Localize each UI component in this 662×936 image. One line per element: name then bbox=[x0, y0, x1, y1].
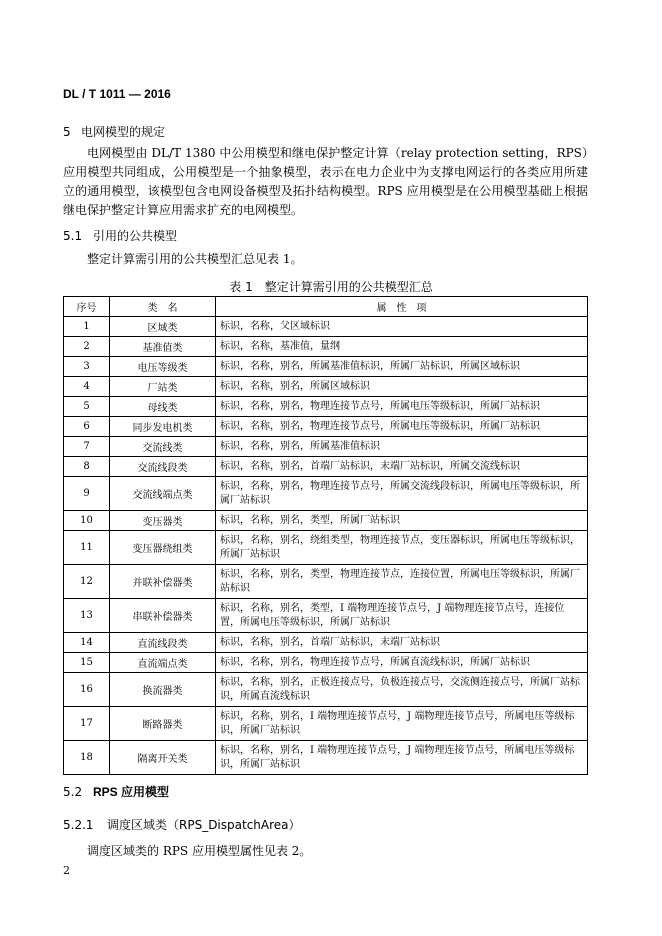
section-5-paragraph: 电网模型由 DL/T 1380 中公用模型和继电保护整定计算（relay protection setting，RPS）应用模型共同组成，公用模型是一个抽象模型，表示在电力企业中为支撑电网运行的各类应用所建立的通用模型，该模型包含电网设备模型及拓扑结构模型。RPS 应用模型是在公用模型基础上根据继电保护整定计算应用需求扩充的电网模型。 bbox=[63, 146, 588, 217]
table-row bbox=[64, 707, 588, 741]
cell-attributes: 标识，名称，别名，所属基准值标识，所属厂站标识，所属区域标识 bbox=[216, 357, 588, 377]
cell-index: 10 bbox=[64, 511, 110, 531]
cell-class-name: 同步发电机类 bbox=[110, 417, 216, 437]
cell-class-name: 厂站类 bbox=[110, 377, 216, 397]
section-5-2-heading bbox=[63, 783, 169, 800]
cell-class-name: 交流线端点类 bbox=[110, 477, 216, 511]
cell-attributes: 标识，名称，别名，I 端物理连接节点号，J 端物理连接节点号，所属电压等级标识，所属厂站标识 bbox=[216, 707, 588, 741]
cell-attributes: 标识，名称，别名，物理连接节点号，所属电压等级标识，所属厂站标识 bbox=[216, 397, 588, 417]
table-row bbox=[64, 565, 588, 599]
section-5-2-1-heading bbox=[63, 816, 301, 833]
table-row bbox=[64, 633, 588, 653]
cell-class-name: 变压器类 bbox=[110, 511, 216, 531]
cell-class-name: 串联补偿器类 bbox=[110, 599, 216, 633]
cell-attributes: 标识，名称，别名，I 端物理连接节点号，J 端物理连接节点号，所属电压等级标识，所属厂站标识 bbox=[216, 741, 588, 775]
table-row bbox=[64, 377, 588, 397]
cell-class-name: 变压器绕组类 bbox=[110, 531, 216, 565]
cell-class-name: 交流线段类 bbox=[110, 457, 216, 477]
cell-attributes: 标识，名称，别名，所属基准值标识 bbox=[216, 437, 588, 457]
cell-attributes: 标识，名称，别名，首端厂站标识，末端厂站标识，所属交流线标识 bbox=[216, 457, 588, 477]
section-number: 5.1 bbox=[63, 229, 83, 243]
cell-attributes: 标识，名称，别名，正极连接点号，负极连接点号，交流侧连接点号，所属厂站标识，所属直流线标识 bbox=[216, 673, 588, 707]
cell-class-name: 交流线类 bbox=[110, 437, 216, 457]
table-row bbox=[64, 477, 588, 511]
section-5-2-1-paragraph: 调度区域类的 RPS 应用模型属性见表 2。 bbox=[87, 844, 312, 858]
cell-index: 15 bbox=[64, 653, 110, 673]
table-header-row bbox=[64, 297, 588, 317]
cell-index: 17 bbox=[64, 707, 110, 741]
cell-index: 14 bbox=[64, 633, 110, 653]
cell-index: 12 bbox=[64, 565, 110, 599]
cell-index: 18 bbox=[64, 741, 110, 775]
document-header: DL / T 1011 — 2016 bbox=[63, 87, 171, 101]
table-row bbox=[64, 599, 588, 633]
cell-attributes: 标识，名称，别名，类型，所属厂站标识 bbox=[216, 511, 588, 531]
page-number: 2 bbox=[63, 864, 70, 877]
cell-class-name: 并联补偿器类 bbox=[110, 565, 216, 599]
cell-class-name: 隔离开关类 bbox=[110, 741, 216, 775]
section-number: 5.2.1 bbox=[63, 818, 94, 832]
cell-attributes: 标识，名称，别名，物理连接节点号，所属直流线标识，所属厂站标识 bbox=[216, 653, 588, 673]
cell-attributes: 标识，名称，父区域标识 bbox=[216, 317, 588, 337]
section-5-1-heading bbox=[63, 227, 177, 244]
table-row bbox=[64, 741, 588, 775]
section-5-1-paragraph: 整定计算需引用的公共模型汇总见表 1。 bbox=[87, 252, 303, 266]
cell-index: 1 bbox=[64, 317, 110, 337]
table-row bbox=[64, 357, 588, 377]
table-row bbox=[64, 673, 588, 707]
cell-index: 13 bbox=[64, 599, 110, 633]
cell-class-name: 母线类 bbox=[110, 397, 216, 417]
cell-attributes: 标识，名称，别名，物理连接节点号，所属交流线段标识，所属电压等级标识，所属厂站标识 bbox=[216, 477, 588, 511]
cell-attributes: 标识，名称，别名，物理连接节点号，所属电压等级标识，所属厂站标识 bbox=[216, 417, 588, 437]
cell-class-name: 直流线段类 bbox=[110, 633, 216, 653]
cell-attributes: 标识，名称，别名，绕组类型，物理连接节点，变压器标识，所属电压等级标识，所属厂站标识 bbox=[216, 531, 588, 565]
table-row bbox=[64, 653, 588, 673]
cell-class-name: 电压等级类 bbox=[110, 357, 216, 377]
header-class-name: 类 名 bbox=[110, 297, 216, 317]
section-number: 5.2 bbox=[63, 785, 83, 799]
header-index: 序号 bbox=[64, 297, 110, 317]
section-title: RPS 应用模型 bbox=[93, 785, 170, 799]
table-row bbox=[64, 511, 588, 531]
section-title: 电网模型的规定 bbox=[81, 125, 166, 139]
cell-attributes: 标识，名称，别名，类型，物理连接节点，连接位置，所属电压等级标识，所属厂站标识 bbox=[216, 565, 588, 599]
table-row bbox=[64, 417, 588, 437]
table-row bbox=[64, 337, 588, 357]
cell-class-name: 区域类 bbox=[110, 317, 216, 337]
table-row bbox=[64, 437, 588, 457]
cell-index: 11 bbox=[64, 531, 110, 565]
table-1 bbox=[63, 296, 588, 775]
cell-index: 7 bbox=[64, 437, 110, 457]
cell-index: 3 bbox=[64, 357, 110, 377]
section-5-heading bbox=[63, 123, 165, 140]
header-attributes: 属 性 项 bbox=[216, 297, 588, 317]
cell-attributes: 标识，名称，基准值，量纲 bbox=[216, 337, 588, 357]
table-row bbox=[64, 317, 588, 337]
table-row bbox=[64, 397, 588, 417]
cell-class-name: 基准值类 bbox=[110, 337, 216, 357]
cell-class-name: 直流端点类 bbox=[110, 653, 216, 673]
cell-index: 9 bbox=[64, 477, 110, 511]
cell-index: 5 bbox=[64, 397, 110, 417]
table-row bbox=[64, 457, 588, 477]
cell-index: 4 bbox=[64, 377, 110, 397]
cell-index: 6 bbox=[64, 417, 110, 437]
table-row bbox=[64, 531, 588, 565]
section-title: 引用的公共模型 bbox=[93, 229, 178, 243]
cell-attributes: 标识，名称，别名，所属区域标识 bbox=[216, 377, 588, 397]
table-1-caption: 表 1 整定计算需引用的公共模型汇总 bbox=[229, 280, 433, 294]
section-title: 调度区域类（RPS_DispatchArea） bbox=[107, 818, 301, 832]
cell-index: 8 bbox=[64, 457, 110, 477]
cell-class-name: 换流器类 bbox=[110, 673, 216, 707]
cell-index: 16 bbox=[64, 673, 110, 707]
section-number: 5 bbox=[63, 125, 71, 139]
cell-attributes: 标识，名称，别名，首端厂站标识，末端厂站标识 bbox=[216, 633, 588, 653]
cell-attributes: 标识，名称，别名，类型，I 端物理连接节点号，J 端物理连接节点号，连接位置，所属电压等级标识，所属厂站标识 bbox=[216, 599, 588, 633]
cell-index: 2 bbox=[64, 337, 110, 357]
cell-class-name: 断路器类 bbox=[110, 707, 216, 741]
